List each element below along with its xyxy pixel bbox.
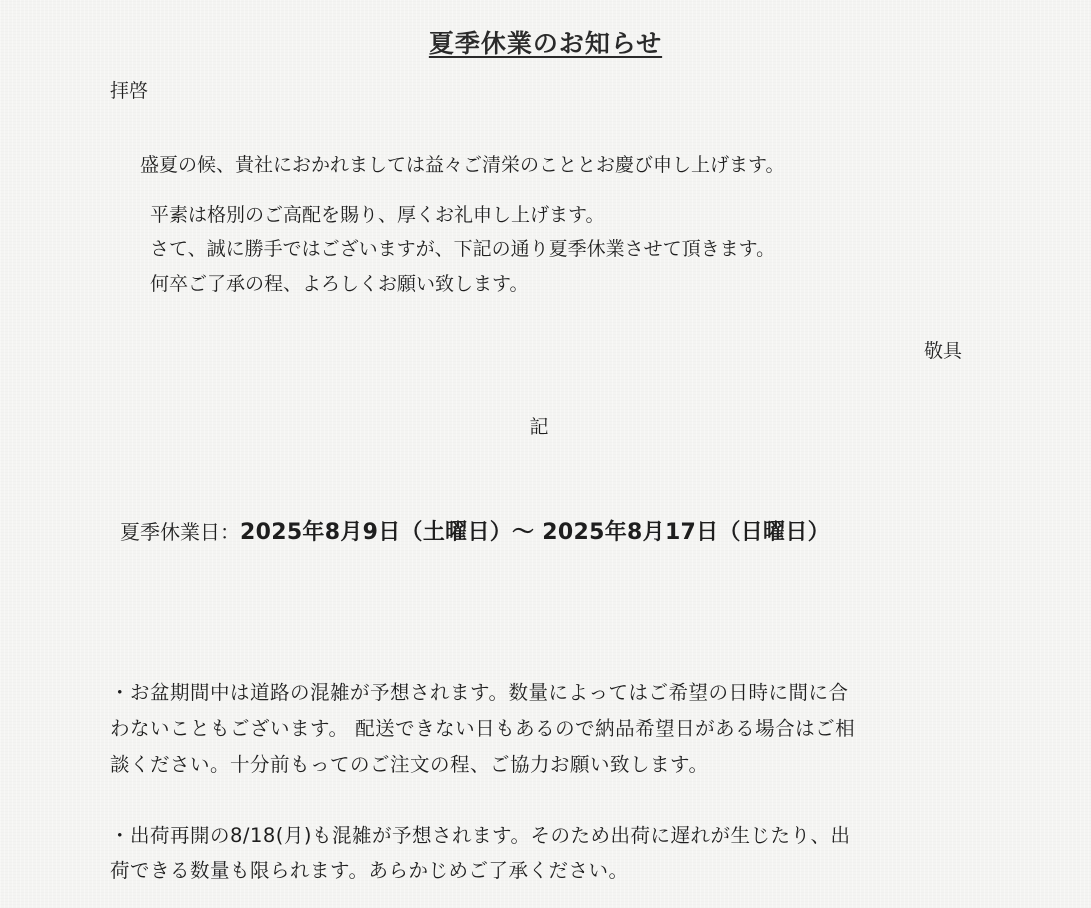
- note-line: 荷できる数量も限られます。あらかじめご了承ください。: [110, 859, 629, 882]
- note-line: ・お盆期間中は道路の混雑が予想されます。数量によってはご希望の日時に間に合: [110, 681, 849, 704]
- holiday-label: 夏季休業日：: [120, 520, 240, 544]
- holiday-period: [120, 515, 830, 546]
- note-line: わないこともございます。 配送できない日もあるので納品希望日がある場合はご相: [110, 717, 856, 740]
- note-line: 談ください。十分前もってのご注文の程、ご協力お願い致します。: [110, 753, 709, 776]
- opening-salutation: 拝啓: [110, 80, 149, 102]
- notice-title: 夏季休業のお知らせ: [428, 29, 663, 58]
- body-line: 何卒ご了承の程、よろしくお願い致します。: [150, 273, 529, 295]
- closing-salutation: 敬具: [924, 340, 963, 362]
- note-line: ・出荷再開の8/18(月)も混雑が予想されます。そのため出荷に遅れが生じたり、出: [110, 824, 851, 847]
- seasonal-greeting: 盛夏の候、貴社におかれましては益々ご清栄のこととお慶び申し上げます。: [140, 154, 785, 176]
- ki-heading: 記: [529, 416, 549, 438]
- body-line: さて、誠に勝手ではございますが、下記の通り夏季休業させて頂きます。: [150, 238, 776, 260]
- holiday-dates: 2025年8月9日（土曜日）〜 2025年8月17日（日曜日）: [240, 520, 830, 545]
- body-line: 平素は格別のご高配を賜り、厚くお礼申し上げます。: [150, 204, 605, 226]
